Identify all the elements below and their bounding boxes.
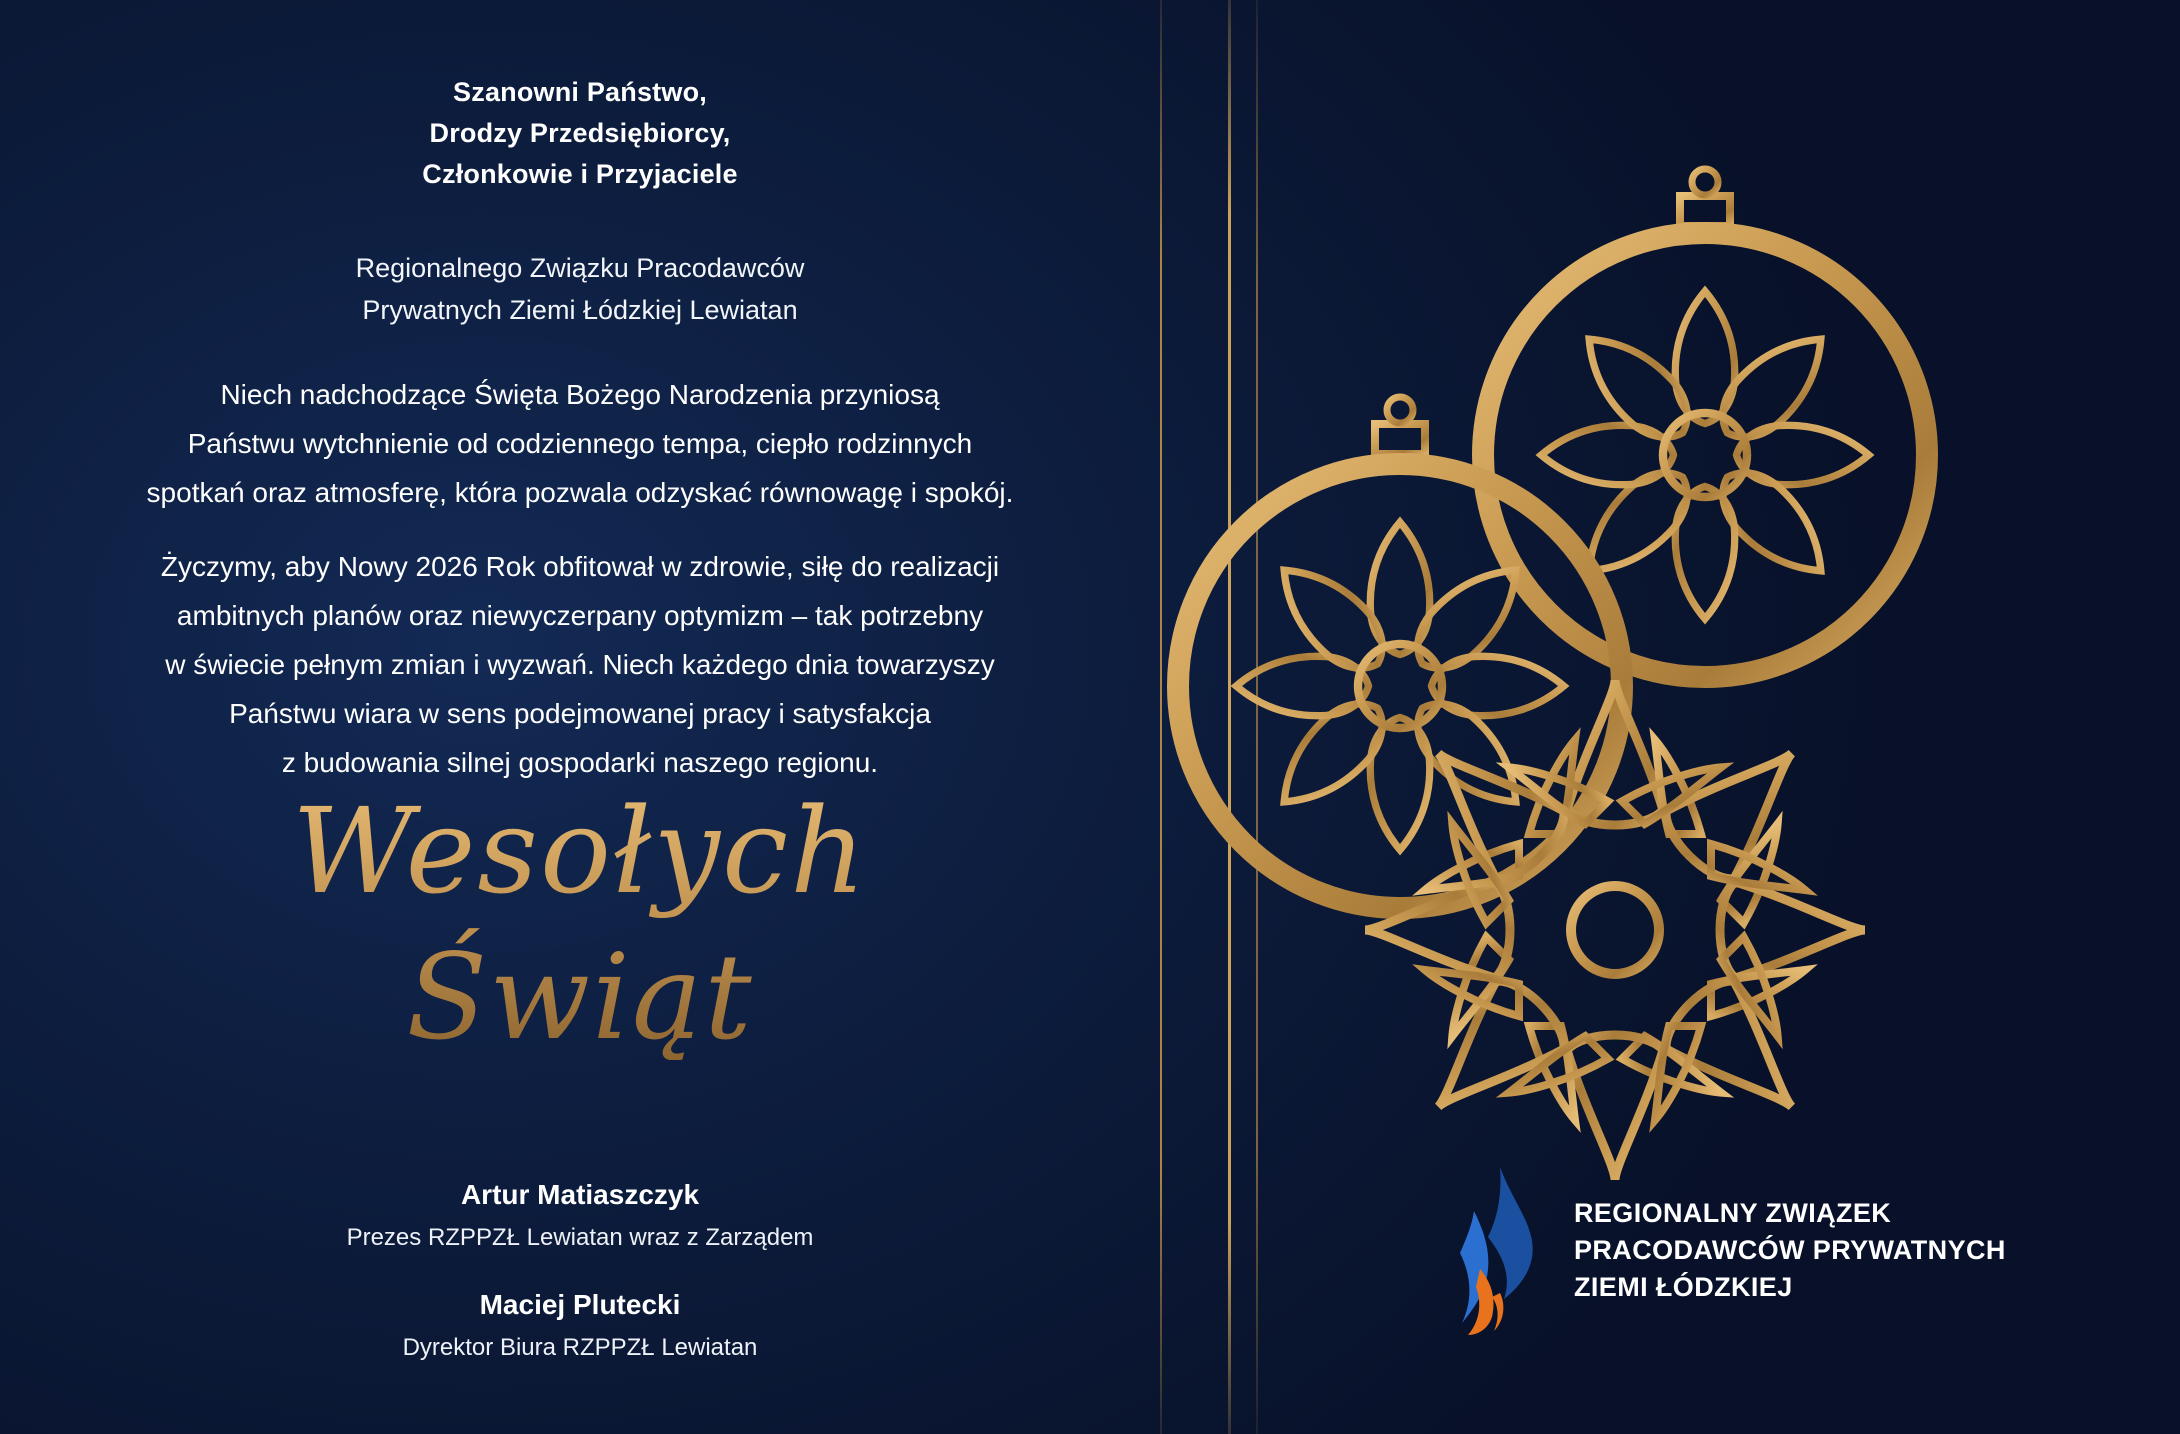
organization-line-2: Prywatnych Ziemi Łódzkiej Lewiatan (362, 295, 798, 325)
logo-text-line-3: ZIEMI ŁÓDZKIEJ (1574, 1271, 1793, 1302)
wishes-paragraph-1 (0, 370, 1160, 517)
wishes-p2-line-2: ambitnych planów oraz niewyczerpany optymizm – tak potrzebny (176, 600, 984, 631)
signature-2-name: Maciej Plutecki (479, 1289, 681, 1320)
wishes-p2-line-5: z budowania silnej gospodarki naszego regionu. (281, 747, 879, 778)
wishes-p2-line-4: Państwu wiara w sens podejmowanej pracy i satysfakcja (229, 698, 931, 729)
greeting-script-text (0, 782, 1160, 1066)
signature-2-role: Dyrektor Biura RZPPZŁ Lewiatan (402, 1334, 758, 1361)
wishes-p1-line-1: Niech nadchodzące Święta Bożego Narodzenia przyniosą (220, 379, 940, 410)
wishes-p2-line-1: Życzymy, aby Nowy 2026 Rok obfitował w zdrowie, siłę do realizacji (160, 551, 1000, 582)
signature-block-1 (0, 1175, 1160, 1257)
salutation-line-1: Szanowni Państwo, (453, 77, 707, 107)
salutation-line-2: Drodzy Przedsiębiorcy, (429, 118, 731, 148)
wishes-p1-line-2: Państwu wytchnienie od codziennego tempa, ciepło rodzinnych (187, 428, 973, 459)
signature-1-name: Artur Matiaszczyk (460, 1179, 700, 1210)
organization-name (0, 247, 1160, 331)
organization-line-1: Regionalnego Związku Pracodawców (355, 253, 805, 283)
wishes-paragraph-2 (0, 542, 1160, 787)
salutation (0, 72, 1160, 195)
greeting-line-1: Wesołych (291, 782, 869, 920)
lewiatan-flame-logo-icon (1440, 1165, 1552, 1335)
wishes-p1-line-3: spotkań oraz atmosferę, która pozwala odzyskać równowagę i spokój. (146, 477, 1014, 508)
organization-logo (1440, 1165, 2006, 1335)
logo-text (1574, 1195, 2006, 1306)
greeting-line-2: Świąt (406, 927, 754, 1066)
salutation-line-3: Członkowie i Przyjaciele (422, 159, 738, 189)
bauble-upper-right (1483, 169, 1927, 677)
signature-1-role: Prezes RZPPZŁ Lewiatan wraz z Zarządem (346, 1224, 814, 1251)
signature-block-2 (0, 1285, 1160, 1367)
logo-text-line-2: PRACODAWCÓW PRYWATNYCH (1574, 1234, 2006, 1265)
logo-text-line-1: REGIONALNY ZWIĄZEK (1574, 1197, 1892, 1228)
snowflake-bauble-bottom (1365, 680, 1865, 1180)
wishes-p2-line-3: w świecie pełnym zmian i wyzwań. Niech każdego dnia towarzyszy (165, 649, 995, 680)
